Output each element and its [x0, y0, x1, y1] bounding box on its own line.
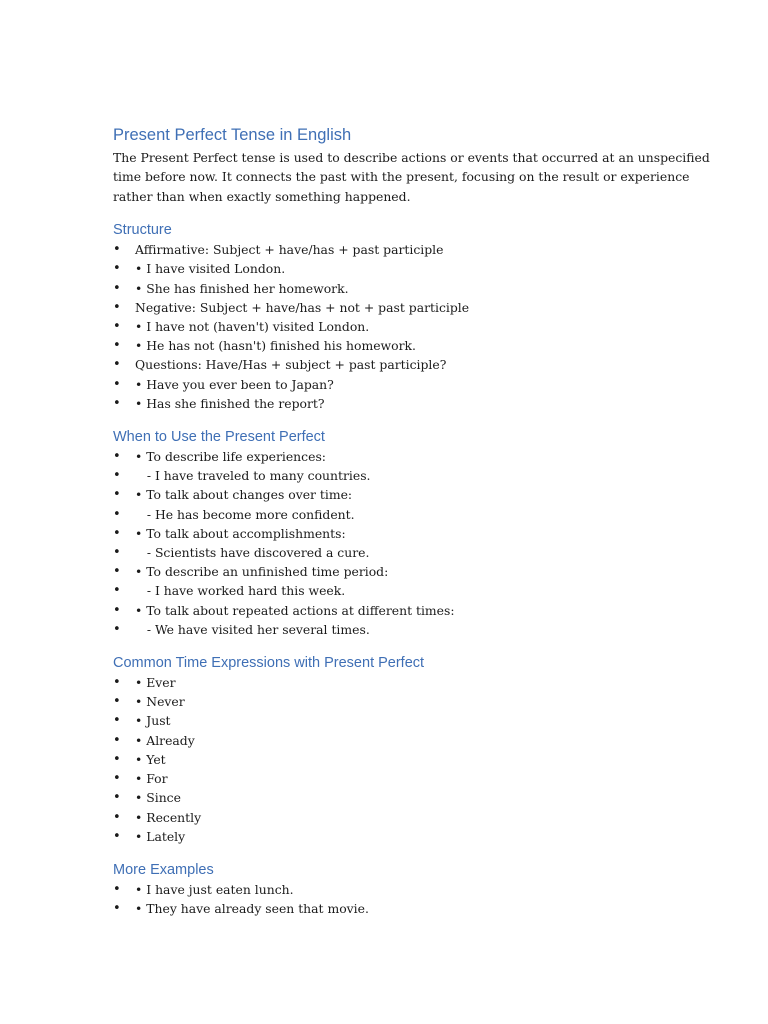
- section-list-when-to-use: [113, 447, 713, 639]
- list-item-text: • I have not (haven't) visited London.: [135, 319, 370, 335]
- list-item: [113, 505, 713, 524]
- bullet-icon: •: [113, 675, 121, 691]
- list-item: [113, 750, 713, 769]
- list-item: [113, 731, 713, 750]
- list-item-text: • To describe an unfinished time period:: [135, 564, 389, 580]
- bullet-icon: •: [113, 621, 121, 637]
- list-item: [113, 375, 713, 394]
- list-item: [113, 880, 713, 899]
- section-heading-structure: Structure: [113, 222, 172, 239]
- list-item: [113, 355, 713, 374]
- bullet-icon: •: [113, 525, 121, 541]
- list-item: [113, 394, 713, 413]
- list-item: [113, 543, 713, 562]
- section-heading-more-examples: More Examples: [113, 861, 214, 878]
- bullet-icon: •: [113, 602, 121, 618]
- list-item: [113, 692, 713, 711]
- list-item-text: • Just: [135, 713, 171, 729]
- bullet-icon: •: [113, 487, 121, 503]
- document-page: [113, 124, 713, 918]
- list-item: [113, 279, 713, 298]
- list-item-text: Affirmative: Subject + have/has + past participle: [135, 242, 444, 258]
- list-item-text: - Scientists have discovered a cure.: [135, 545, 370, 561]
- bullet-icon: •: [113, 376, 121, 392]
- bullet-icon: •: [113, 357, 121, 373]
- list-item: [113, 485, 713, 504]
- list-item-text: • I have just eaten lunch.: [135, 881, 294, 897]
- list-item: [113, 581, 713, 600]
- list-item-text: • To talk about changes over time:: [135, 487, 353, 503]
- list-item-text: • To describe life experiences:: [135, 449, 326, 465]
- bullet-icon: •: [113, 319, 121, 335]
- list-item: [113, 899, 713, 918]
- bullet-icon: •: [113, 881, 121, 897]
- list-item: [113, 769, 713, 788]
- list-item-text: • Since: [135, 790, 181, 806]
- bullet-icon: •: [113, 901, 121, 917]
- list-item-text: • To talk about accomplishments:: [135, 525, 346, 541]
- list-item-text: • Ever: [135, 675, 176, 691]
- list-item-text: Negative: Subject + have/has + not + past participle: [135, 299, 470, 315]
- bullet-icon: •: [113, 545, 121, 561]
- list-item: [113, 317, 713, 336]
- section-list-structure: [113, 240, 713, 413]
- bullet-icon: •: [113, 338, 121, 354]
- list-item: [113, 240, 713, 259]
- bullet-icon: •: [113, 809, 121, 825]
- list-item: [113, 336, 713, 355]
- bullet-icon: •: [113, 713, 121, 729]
- section-list-more-examples: [113, 880, 713, 918]
- section-heading-when-to-use: When to Use the Present Perfect: [113, 429, 325, 446]
- list-item-text: - I have worked hard this week.: [135, 583, 346, 599]
- bullet-icon: •: [113, 771, 121, 787]
- bullet-icon: •: [113, 468, 121, 484]
- bullet-icon: •: [113, 261, 121, 277]
- bullet-icon: •: [113, 790, 121, 806]
- bullet-icon: •: [113, 564, 121, 580]
- section-list-time-expressions: [113, 673, 713, 846]
- bullet-icon: •: [113, 280, 121, 296]
- list-item-text: - He has become more confident.: [135, 506, 355, 522]
- bullet-icon: •: [113, 694, 121, 710]
- list-item-text: • Have you ever been to Japan?: [135, 376, 334, 392]
- list-item-text: • Has she finished the report?: [135, 395, 325, 411]
- list-item: [113, 466, 713, 485]
- list-item: [113, 447, 713, 466]
- list-item: [113, 827, 713, 846]
- list-item-text: • They have already seen that movie.: [135, 901, 369, 917]
- list-item-text: • Yet: [135, 751, 166, 767]
- bullet-icon: •: [113, 506, 121, 522]
- bullet-icon: •: [113, 395, 121, 411]
- list-item: [113, 601, 713, 620]
- bullet-icon: •: [113, 242, 121, 258]
- bullet-icon: •: [113, 449, 121, 465]
- list-item-text: • Recently: [135, 809, 202, 825]
- list-item: [113, 298, 713, 317]
- list-item: [113, 808, 713, 827]
- bullet-icon: •: [113, 751, 121, 767]
- document-title: Present Perfect Tense in English: [113, 126, 352, 144]
- list-item: [113, 711, 713, 730]
- list-item: [113, 788, 713, 807]
- list-item: [113, 524, 713, 543]
- list-item: [113, 620, 713, 639]
- intro-paragraph: The Present Perfect tense is used to describe actions or events that occurred at an unspecified time before now. It connects the past with the present, focusing on the result or experience rather than when exactly something happened.: [113, 150, 710, 204]
- list-item-text: - We have visited her several times.: [135, 621, 370, 637]
- list-item-text: • She has finished her homework.: [135, 280, 349, 296]
- list-item-text: • Lately: [135, 828, 186, 844]
- bullet-icon: •: [113, 299, 121, 315]
- bullet-icon: •: [113, 583, 121, 599]
- list-item-text: Questions: Have/Has + subject + past participle?: [135, 357, 447, 373]
- list-item-text: • To talk about repeated actions at different times:: [135, 602, 455, 618]
- list-item-text: • He has not (hasn't) finished his homework.: [135, 338, 416, 354]
- list-item: [113, 673, 713, 692]
- list-item-text: - I have traveled to many countries.: [135, 468, 371, 484]
- list-item-text: • I have visited London.: [135, 261, 286, 277]
- list-item: [113, 562, 713, 581]
- list-item-text: • Never: [135, 694, 185, 710]
- list-item-text: • Already: [135, 732, 195, 748]
- section-heading-time-expressions: Common Time Expressions with Present Perfect: [113, 655, 425, 672]
- bullet-icon: •: [113, 828, 121, 844]
- bullet-icon: •: [113, 732, 121, 748]
- list-item: [113, 259, 713, 278]
- list-item-text: • For: [135, 771, 168, 787]
